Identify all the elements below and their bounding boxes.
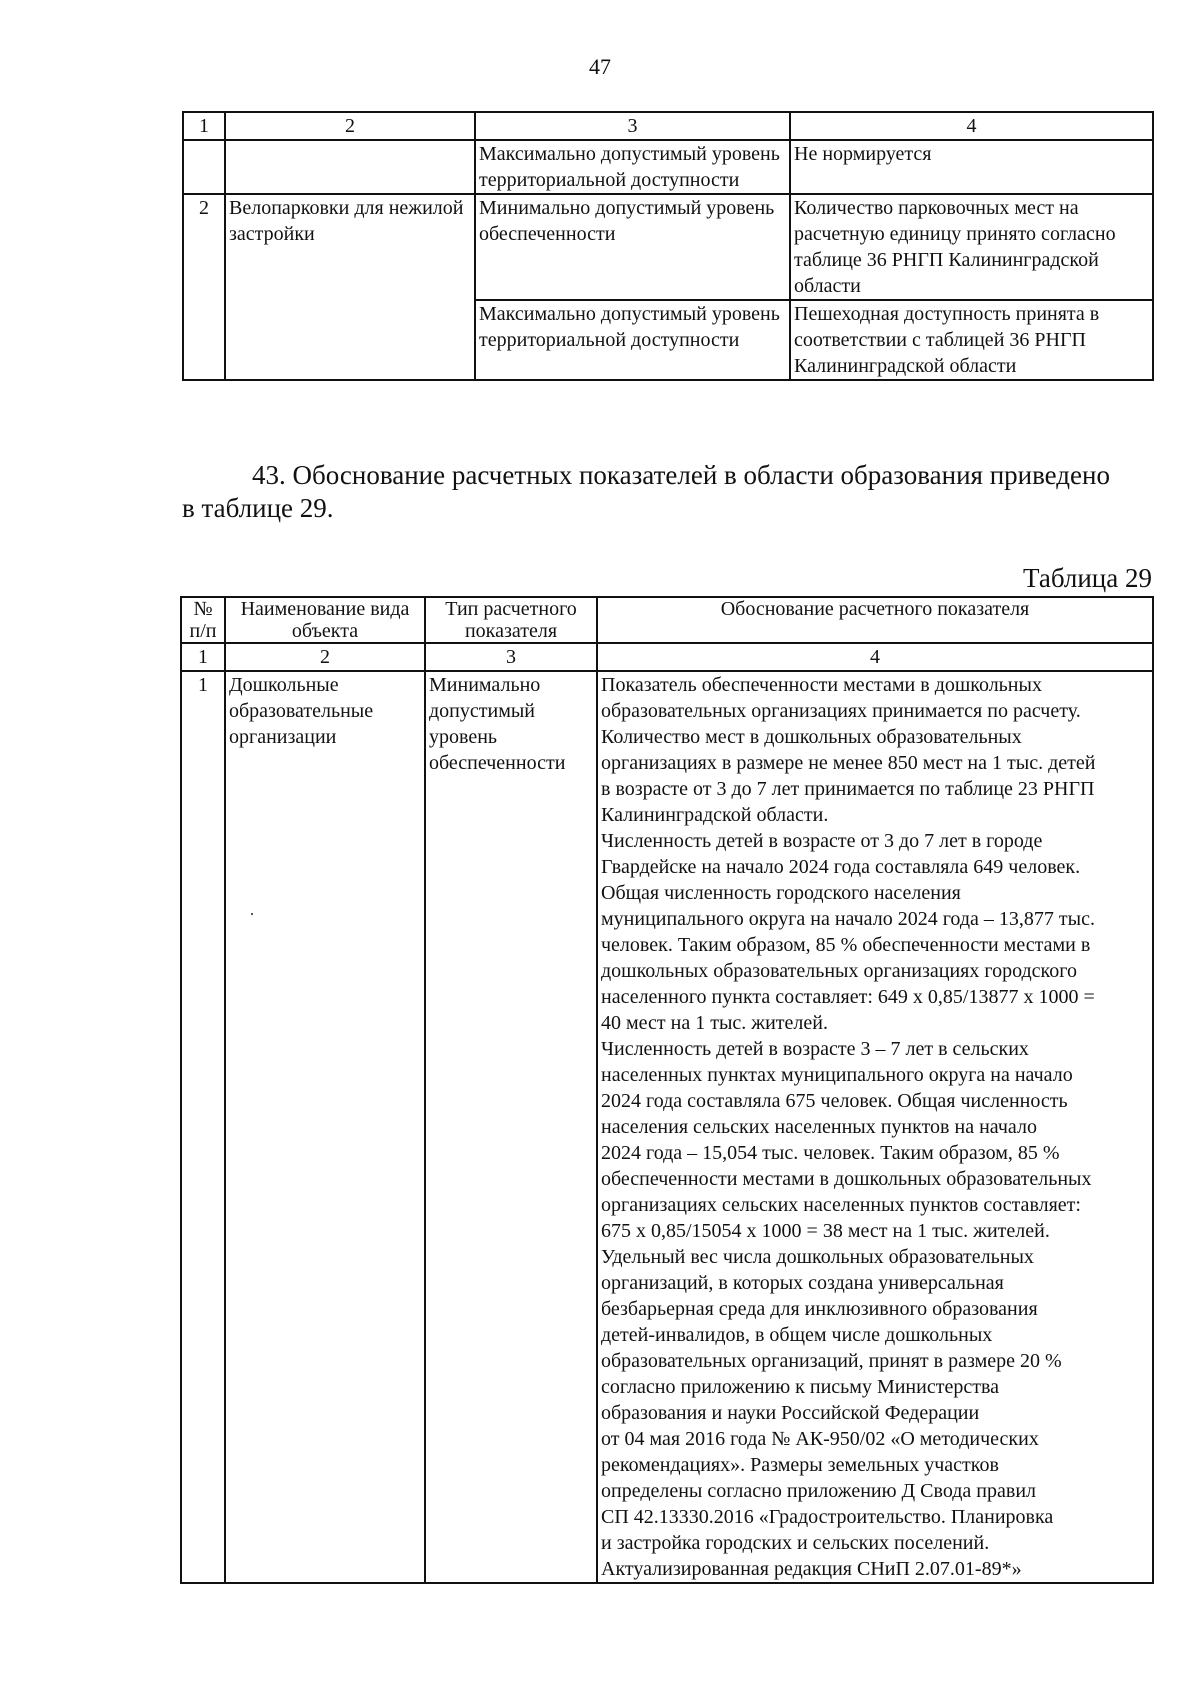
table-row [183, 140, 1153, 194]
basis-line: организациях в размере не менее 850 мест на 1 тыс. детей [601, 752, 1096, 774]
basis-line: Численность детей в возрасте 3 – 7 лет в сельских [601, 1038, 1029, 1060]
basis-line: обеспеченности местами в дошкольных образовательных [601, 1168, 1092, 1190]
basis-line: образовательных организациях принимается по расчету. [601, 700, 1081, 722]
basis-line: согласно приложению к письму Министерства [601, 1376, 1000, 1398]
header-basis: Обоснование расчетного показателя [597, 597, 1153, 643]
basis-line: Актуализированная редакция СНиП 2.07.01-89*» [601, 1558, 1022, 1580]
continued-table [182, 111, 1154, 381]
col-number-4: 4 [790, 112, 1153, 140]
basis-line: в возрасте от 3 до 7 лет принимается по таблице 23 РНГП [601, 778, 1095, 800]
scan-speck [251, 913, 253, 915]
row-name: Дошкольные образовательные организации [225, 671, 425, 1583]
row-name: Велопарковки для нежилой застройки [225, 194, 475, 380]
basis-line: организациях сельских населенных пунктов составляет: [601, 1194, 1081, 1216]
basis-line: 2024 года составляла 675 человек. Общая численность [601, 1090, 1068, 1112]
row-num [183, 140, 225, 194]
basis-line: и застройка городских и сельских поселений. [601, 1532, 990, 1554]
basis-line: Удельный вес числа дошкольных образовательных [601, 1246, 1034, 1268]
col-number-1: 1 [181, 643, 225, 671]
basis-line: муниципального округа на начало 2024 года – 13,877 тыс. [601, 908, 1095, 930]
basis-line: населенного пункта составляет: 649 х 0,85/13877 х 1000 = [601, 986, 1095, 1008]
col-number-1: 1 [183, 112, 225, 140]
row-basis: Не нормируется [790, 140, 1153, 194]
basis-line: 40 мест на 1 тыс. жителей. [601, 1012, 828, 1034]
basis-line: Калининградской области. [601, 804, 829, 826]
paragraph-line-2: в таблице 29. [182, 493, 334, 523]
basis-line: населения сельских населенных пунктов на начало [601, 1116, 1037, 1138]
row-basis: Количество парковочных мест на расчетную единицу принято согласно таблице 36 РНГП Калининградской области [790, 194, 1153, 300]
col-number-2: 2 [225, 112, 475, 140]
basis-line: от 04 мая 2016 года № АК-950/02 «О методических [601, 1428, 1039, 1450]
col-number-3: 3 [425, 643, 597, 671]
page-number: 47 [589, 54, 611, 79]
table-row [183, 194, 1153, 300]
basis-line: образования и науки Российской Федерации [601, 1402, 980, 1424]
table-row [181, 671, 1153, 1583]
basis-line: Количество мест в дошкольных образовательных [601, 726, 1022, 748]
row-name [225, 140, 475, 194]
row-num: 1 [181, 671, 225, 1583]
header-num: № п/п [181, 597, 225, 643]
col-number-4: 4 [597, 643, 1153, 671]
basis-line: детей-инвалидов, в общем числе дошкольных [601, 1324, 993, 1346]
basis-line: безбарьерная среда для инклюзивного образования [601, 1298, 1038, 1320]
basis-line: населенных пунктах муниципального округа на начало [601, 1064, 1073, 1086]
row-indicator: Минимально допустимый уровень обеспеченности [475, 194, 790, 300]
row-basis [597, 671, 1153, 1583]
basis-line: Численность детей в возрасте от 3 до 7 лет в городе [601, 830, 1043, 852]
row-indicator: Максимально допустимый уровень территориальной доступности [475, 140, 790, 194]
header-row [181, 597, 1153, 643]
col-number-2: 2 [225, 643, 425, 671]
paragraph-line-1: 43. Обоснование расчетных показателей в области образования приведено [252, 460, 1110, 490]
basis-line: дошкольных образовательных организациях городского [601, 960, 1077, 982]
table-29 [180, 596, 1154, 1584]
section-43-paragraph [182, 459, 1152, 525]
basis-line: человек. Таким образом, 85 % обеспеченности местами в [601, 934, 1091, 956]
row-basis: Пешеходная доступность принята в соответствии с таблицей 36 РНГП Калининградской области [790, 300, 1153, 380]
basis-line: Общая численность городского населения [601, 882, 961, 904]
basis-line: определены согласно приложению Д Свода правил [601, 1480, 1037, 1502]
basis-line: 2024 года – 15,054 тыс. человек. Таким образом, 85 % [601, 1142, 1060, 1164]
column-number-row [181, 643, 1153, 671]
table-caption: Таблица 29 [1023, 563, 1152, 593]
row-num: 2 [183, 194, 225, 380]
basis-line: Гвардейске на начало 2024 года составляла 649 человек. [601, 856, 1081, 878]
col-number-3: 3 [475, 112, 790, 140]
row-indicator: Максимально допустимый уровень территориальной доступности [475, 300, 790, 380]
header-name: Наименование вида объекта [225, 597, 425, 643]
basis-line: организаций, в которых создана универсальная [601, 1272, 1004, 1294]
column-number-row [183, 112, 1153, 140]
row-indicator: Минимально допустимый уровень обеспеченности [425, 671, 597, 1583]
basis-line: СП 42.13330.2016 «Градостроительство. Планировка [601, 1506, 1054, 1528]
basis-line: рекомендациях». Размеры земельных участков [601, 1454, 999, 1476]
header-type: Тип расчетного показателя [425, 597, 597, 643]
basis-line: 675 х 0,85/15054 х 1000 = 38 мест на 1 тыс. жителей. [601, 1220, 1050, 1242]
basis-line: образовательных организаций, принят в размере 20 % [601, 1350, 1062, 1372]
basis-line: Показатель обеспеченности местами в дошкольных [601, 674, 1042, 696]
